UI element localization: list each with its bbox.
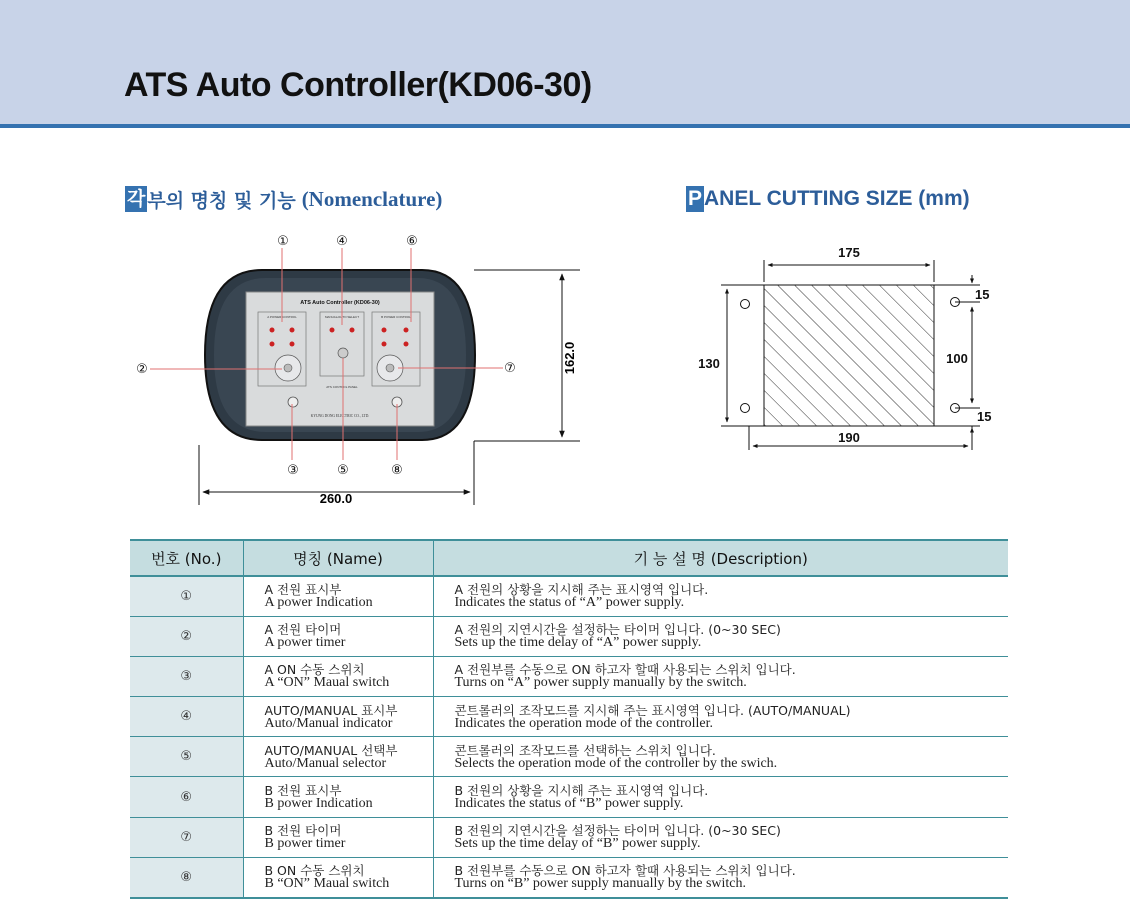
mount-hole [741,300,750,309]
row-description [433,697,1008,737]
faceplate-title: ATS Auto Controller (KD06-30) [300,300,380,306]
b-lamp [382,328,387,333]
mode-lamp [350,328,355,333]
controller-device [205,270,475,440]
callout-2: ② [136,362,148,377]
section-marker: 각 [127,188,146,210]
name-en: B power timer [264,836,346,852]
a-section-label: A POWER CONTROL [267,315,297,319]
callout-5: ⑤ [337,463,349,478]
desc-ko: 콘트롤러의 조작모드를 선택하는 스위치 입니다. [454,742,716,758]
desc-ko: A 전원의 지연시간을 설정하는 타이머 입니다. (0~30 SEC) [454,622,781,638]
row-description [433,616,1008,656]
desc-en: Indicates the operation mode of the controller. [454,715,714,731]
table-header-row [130,540,1008,576]
cutout-area [764,285,934,426]
name-ko: B ON 수동 스위치 [264,863,365,879]
a-lamp [270,342,275,347]
dim-height: 162.0 [562,341,577,375]
name-en: Auto/Manual indicator [264,715,393,731]
a-lamp [290,342,295,347]
table-row [130,697,1008,737]
row-number: ① [130,576,243,616]
col-header-description: 기 능 설 명 (Description) [433,540,1008,576]
row-description [433,777,1008,817]
desc-en: Turns on “B” power supply manually by the switch. [454,876,747,892]
row-name [243,737,433,777]
row-number: ⑥ [130,777,243,817]
desc-en: Indicates the status of “B” power supply. [454,796,684,812]
a-on-switch [288,397,298,407]
row-name [243,656,433,696]
row-description [433,737,1008,777]
section-title-en: (Nomenclature) [301,186,443,211]
row-number: ⑤ [130,737,243,777]
row-name [243,777,433,817]
row-description [433,817,1008,857]
callout-4: ④ [336,234,348,249]
desc-en: Indicates the status of “A” power supply. [454,595,685,611]
name-ko: A 전원 타이머 [264,622,342,638]
table-row [130,656,1008,696]
dim-width: 260.0 [319,491,353,506]
row-number: ② [130,616,243,656]
dim-top: 175 [838,245,860,260]
name-ko: AUTO/MANUAL 선택부 [264,742,398,758]
mode-section-label: MANUAL/AUTO SELECT [324,315,360,319]
row-name [243,576,433,616]
table-row [130,616,1008,656]
page-title: ATS Auto Controller(KD06-30) [124,66,592,104]
desc-ko: B 전원의 상황을 지시해 주는 표시영역 입니다. [454,783,709,799]
callout-6: ⑥ [406,234,418,249]
name-ko: A ON 수동 스위치 [264,662,365,678]
maker-label: KYUNG DONG ELECTRIC CO., LTD. [310,414,370,418]
row-number: ⑧ [130,857,243,897]
desc-ko: A 전원부를 수동으로 ON 하고자 할때 사용되는 스위치 입니다. [454,662,796,678]
row-number: ④ [130,697,243,737]
table-row [130,857,1008,897]
row-name [243,697,433,737]
dim-mid: 100 [946,351,968,366]
a-lamp [290,328,295,333]
name-en: B “ON” Maual switch [264,876,390,892]
mount-hole [741,404,750,413]
name-en: A power Indication [264,595,373,611]
callout-1: ① [277,234,289,249]
name-ko: AUTO/MANUAL 표시부 [264,702,398,718]
dim-left: 130 [698,356,720,371]
desc-en: Selects the operation mode of the controller by the swich. [454,755,778,771]
desc-ko: 콘트롤러의 조작모드를 지시해 주는 표시영역 입니다. (AUTO/MANUAL) [454,702,851,718]
name-en: A power timer [264,635,346,651]
panel-cutting-diagram [698,245,991,450]
row-description [433,576,1008,616]
section-title: ANEL CUTTING SIZE (mm) [704,187,970,210]
row-description [433,656,1008,696]
desc-ko: B 전원의 지연시간을 설정하는 타이머 입니다. (0~30 SEC) [454,823,781,839]
name-en: Auto/Manual selector [264,755,387,771]
dim-top-right: 15 [975,287,990,302]
section-marker: P [688,187,703,210]
col-header-name: 명칭 (Name) [243,540,433,576]
b-lamp [404,328,409,333]
callout-7: ⑦ [504,361,516,376]
desc-en: Sets up the time delay of “B” power supply. [454,836,701,852]
desc-en: Turns on “A” power supply manually by the switch. [454,675,747,691]
b-section-label: B POWER CONTROL [381,315,411,319]
row-description [433,857,1008,897]
name-ko: B 전원 타이머 [264,823,342,839]
table-row [130,576,1008,616]
callout-8: ⑧ [391,463,403,478]
row-name [243,857,433,897]
b-lamp [382,342,387,347]
dim-bottom: 190 [838,430,860,445]
row-name [243,817,433,857]
a-lamp [270,328,275,333]
name-en: A “ON” Maual switch [264,675,390,691]
table-row [130,817,1008,857]
name-ko: B 전원 표시부 [264,783,342,799]
mode-lamp [330,328,335,333]
row-number: ③ [130,656,243,696]
desc-ko: A 전원의 상황을 지시해 주는 표시영역 입니다. [454,582,709,598]
name-en: B power Indication [264,796,373,812]
dim-bottom-right: 15 [977,409,992,424]
col-header-no: 번호 (No.) [130,540,243,576]
nomenclature-table [130,539,1008,899]
callout-3: ③ [287,463,299,478]
desc-en: Sets up the time delay of “A” power supply. [454,635,702,651]
section-title-ko: 부의 명칭 및 기능 [147,189,296,212]
row-name [243,616,433,656]
desc-ko: B 전원부를 수동으로 ON 하고자 할때 사용되는 스위치 입니다. [454,863,796,879]
b-lamp [404,342,409,347]
bottom-label: ATS CONTROL PANEL [326,385,358,389]
table-row [130,777,1008,817]
name-ko: A 전원 표시부 [264,582,342,598]
row-number: ⑦ [130,817,243,857]
table-row [130,737,1008,777]
mode-selector [338,348,348,358]
